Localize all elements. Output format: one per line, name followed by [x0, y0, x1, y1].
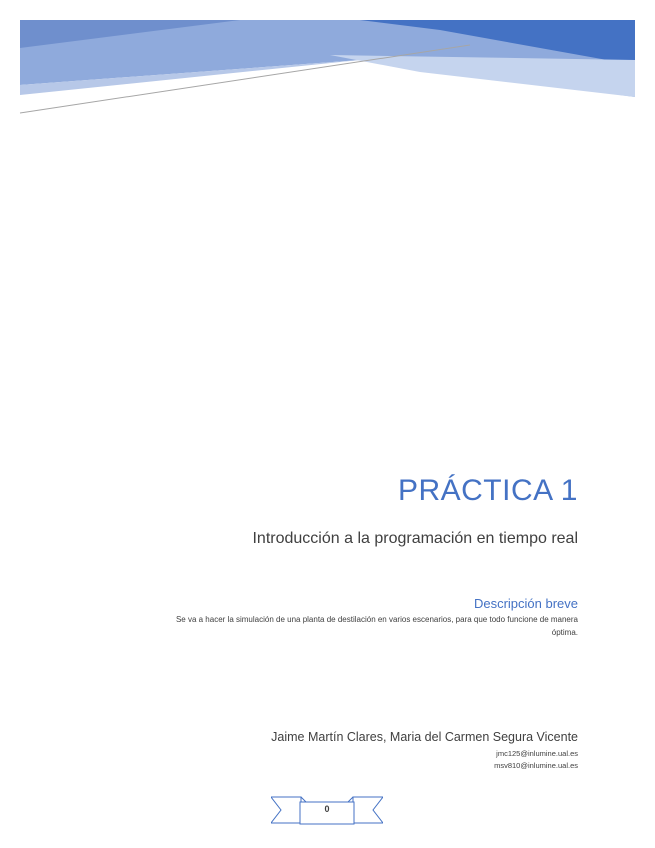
author-email: msv810@inlumine.ual.es	[494, 761, 578, 770]
document-subtitle: Introducción a la programación en tiempo real	[252, 530, 578, 547]
header-banner	[0, 0, 655, 130]
description-text: Se va a hacer la simulación de una planta de destilación en varios escenarios, para que todo funcione de manera óptima.	[175, 615, 578, 637]
document-title: PRÁCTICA 1	[397, 474, 578, 507]
page-number: 0	[324, 804, 330, 814]
description-heading: Descripción breve	[473, 596, 578, 611]
authors: Jaime Martín Clares, Maria del Carmen Segura Vicente	[271, 730, 578, 744]
author-email: jmc125@inlumine.ual.es	[496, 749, 578, 758]
